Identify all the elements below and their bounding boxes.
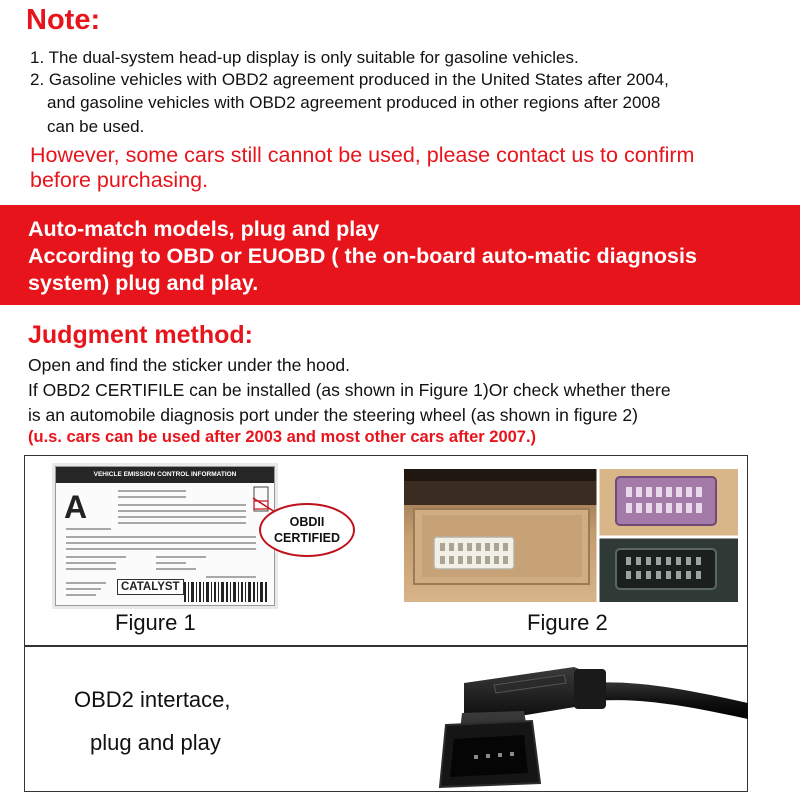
sticker-catalyst: CATALYST <box>117 579 184 595</box>
badge-line-1: OBDII <box>289 515 325 529</box>
obd2-line-1: OBD2 intertace, <box>74 687 231 712</box>
warning-line-2: before purchasing. <box>30 168 209 192</box>
note-line-3: and gasoline vehicles with OBD2 agreement produced in other regions after 2008 <box>47 93 661 112</box>
banner-line-2: According to OBD or EUOBD ( the on-board auto-matic diagnosis <box>28 244 697 268</box>
note-line-4: can be used. <box>47 117 145 136</box>
banner-line-3: system) plug and play. <box>28 271 259 295</box>
note-line-1: 1. The dual-system head-up display is only suitable for gasoline vehicles. <box>30 48 579 67</box>
figure-1-label: Figure 1 <box>115 610 196 635</box>
diagnosis-port-photo <box>404 469 738 602</box>
banner-line-1: Auto-match models, plug and play <box>28 217 380 241</box>
judgment-line-3: is an automobile diagnosis port under the steering wheel (as shown in figure 2) <box>28 405 638 425</box>
obd2-connector-image <box>424 655 748 791</box>
figure-2-label: Figure 2 <box>527 610 608 635</box>
port-photo-illustration <box>404 469 738 602</box>
badge-line-2: CERTIFIED <box>274 531 340 545</box>
judgment-line-2: If OBD2 CERTIFILE can be installed (as shown in Figure 1)Or check whether there <box>28 380 671 400</box>
warning-line-1: However, some cars still cannot be used, please contact us to confirm <box>30 143 695 167</box>
obdii-certified-badge <box>259 503 355 557</box>
obd2-line-2: plug and play <box>90 730 221 755</box>
note-title: Note: <box>26 4 101 36</box>
note-line-2: 2. Gasoline vehicles with OBD2 agreement produced in the United States after 2004, <box>30 70 669 89</box>
frame-divider <box>24 645 748 647</box>
judgment-title: Judgment method: <box>28 321 253 349</box>
sticker-header: VEHICLE EMISSION CONTROL INFORMATION <box>56 467 274 483</box>
judgment-red-note: (u.s. cars can be used after 2003 and most other cars after 2007.) <box>28 428 537 446</box>
emission-sticker-image <box>55 466 275 606</box>
judgment-line-1: Open and find the sticker under the hood. <box>28 355 351 375</box>
sticker-letter: A <box>64 489 88 525</box>
